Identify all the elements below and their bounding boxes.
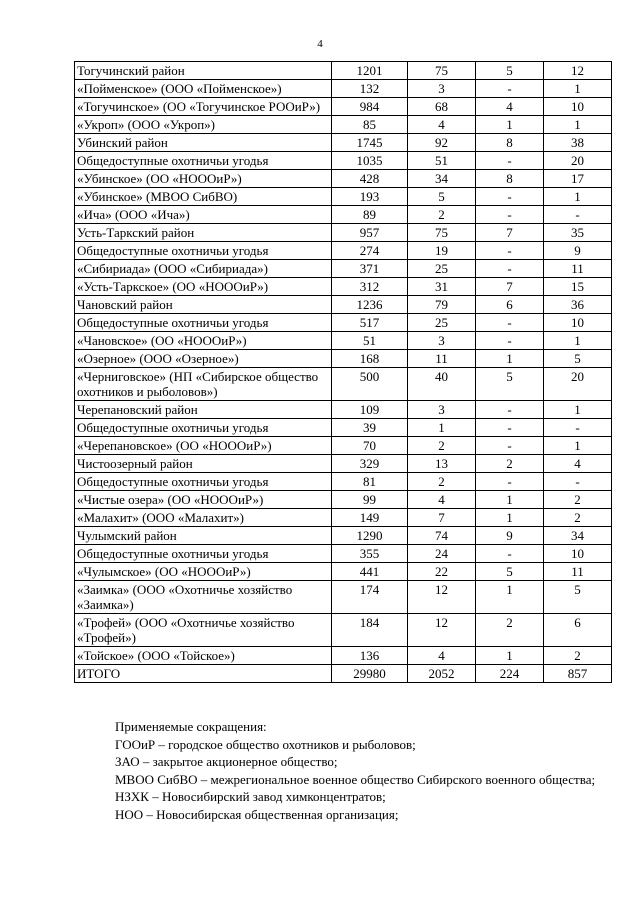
row-value-cell: 12 — [408, 581, 476, 614]
table-row — [75, 242, 612, 260]
row-value-cell: 20 — [544, 368, 612, 401]
abbreviations-section — [74, 718, 611, 823]
row-name-cell: «Чановское» (ОО «НОООиР») — [75, 332, 332, 350]
row-name-cell: «Сибириада» (ООО «Сибириада») — [75, 260, 332, 278]
abbreviation-line: НОО – Новосибирская общественная организация; — [115, 806, 399, 822]
table-row — [75, 188, 612, 206]
row-value-cell: - — [476, 206, 544, 224]
row-name-cell: «Чистые озера» (ОО «НОООиР») — [75, 491, 332, 509]
row-value-cell: 11 — [544, 260, 612, 278]
row-value-cell: 11 — [544, 563, 612, 581]
row-value-cell: 5 — [544, 581, 612, 614]
row-value-cell: 3 — [408, 332, 476, 350]
row-value-cell: 329 — [332, 455, 408, 473]
row-name-cell: «Усть-Таркское» (ОО «НОООиР») — [75, 278, 332, 296]
table-row — [75, 134, 612, 152]
row-value-cell: 5 — [544, 350, 612, 368]
row-name-cell: Общедоступные охотничьи угодья — [75, 152, 332, 170]
row-name-cell: «Тогучинское» (ОО «Тогучинское РООиР») — [75, 98, 332, 116]
row-value-cell: 34 — [408, 170, 476, 188]
row-name-cell: «Малахит» (ООО «Малахит») — [75, 509, 332, 527]
row-value-cell: 31 — [408, 278, 476, 296]
table-row — [75, 581, 612, 614]
row-name-cell: «Чулымское» (ОО «НОООиР») — [75, 563, 332, 581]
row-value-cell: 2 — [544, 647, 612, 665]
row-value-cell: 7 — [476, 224, 544, 242]
row-value-cell: 9 — [544, 242, 612, 260]
row-value-cell: - — [544, 473, 612, 491]
row-value-cell: 4 — [408, 116, 476, 134]
row-value-cell: 39 — [332, 419, 408, 437]
row-value-cell: 184 — [332, 614, 408, 647]
row-value-cell: 5 — [476, 368, 544, 401]
row-name-cell: «Ича» (ООО «Ича») — [75, 206, 332, 224]
abbreviations-heading: Применяемые сокращения: — [115, 719, 267, 734]
row-name-cell: Общедоступные охотничьи угодья — [75, 419, 332, 437]
row-value-cell: 79 — [408, 296, 476, 314]
table-row — [75, 98, 612, 116]
row-value-cell: 1 — [544, 437, 612, 455]
row-name-cell: Общедоступные охотничьи угодья — [75, 473, 332, 491]
row-value-cell: - — [476, 80, 544, 98]
abbreviation-line: ГООиР – городское общество охотников и рыболовов; — [115, 736, 416, 752]
row-value-cell: 149 — [332, 509, 408, 527]
row-value-cell: - — [476, 419, 544, 437]
table-row — [75, 332, 612, 350]
row-value-cell: 2 — [408, 437, 476, 455]
row-value-cell: 5 — [476, 62, 544, 80]
row-value-cell: 25 — [408, 260, 476, 278]
table-row — [75, 368, 612, 401]
row-value-cell: 1745 — [332, 134, 408, 152]
row-value-cell: 5 — [476, 563, 544, 581]
abbreviation-line: ЗАО – закрытое акционерное общество; — [115, 754, 338, 769]
row-value-cell: 2 — [408, 206, 476, 224]
row-value-cell: 29980 — [332, 665, 408, 683]
row-value-cell: 2 — [544, 509, 612, 527]
row-value-cell: 4 — [544, 455, 612, 473]
row-value-cell: 441 — [332, 563, 408, 581]
row-value-cell: - — [476, 401, 544, 419]
row-value-cell: 4 — [408, 491, 476, 509]
row-name-cell: Тогучинский район — [75, 62, 332, 80]
row-value-cell: 1 — [544, 332, 612, 350]
table-row — [75, 437, 612, 455]
row-name-cell: «Убинское» (МВОО СибВО) — [75, 188, 332, 206]
row-value-cell: 10 — [544, 98, 612, 116]
row-name-cell: «Озерное» (ООО «Озерное») — [75, 350, 332, 368]
row-value-cell: 12 — [408, 614, 476, 647]
row-value-cell: 224 — [476, 665, 544, 683]
row-value-cell: 168 — [332, 350, 408, 368]
row-value-cell: 35 — [544, 224, 612, 242]
row-value-cell: 1 — [408, 419, 476, 437]
row-value-cell: 2 — [476, 455, 544, 473]
table-row — [75, 545, 612, 563]
row-value-cell: 857 — [544, 665, 612, 683]
row-name-cell: «Черниговское» (НП «Сибирское общество охотников и рыболовов») — [75, 368, 332, 401]
row-name-cell: Общедоступные охотничьи угодья — [75, 242, 332, 260]
row-name-cell: Общедоступные охотничьи угодья — [75, 314, 332, 332]
row-value-cell: 109 — [332, 401, 408, 419]
row-value-cell: 92 — [408, 134, 476, 152]
row-value-cell: 75 — [408, 224, 476, 242]
table-row — [75, 62, 612, 80]
row-value-cell: - — [476, 332, 544, 350]
row-value-cell: 9 — [476, 527, 544, 545]
table-row — [75, 614, 612, 647]
row-name-cell: ИТОГО — [75, 665, 332, 683]
row-value-cell: 3 — [408, 80, 476, 98]
row-value-cell: 4 — [408, 647, 476, 665]
hunting-grounds-table — [74, 61, 612, 683]
row-name-cell: «Трофей» (ООО «Охотничье хозяйство «Трофей») — [75, 614, 332, 647]
row-value-cell: 1 — [476, 581, 544, 614]
row-value-cell: 193 — [332, 188, 408, 206]
table-row — [75, 296, 612, 314]
row-value-cell: 1290 — [332, 527, 408, 545]
row-value-cell: 11 — [408, 350, 476, 368]
row-value-cell: 74 — [408, 527, 476, 545]
row-name-cell: «Тойское» (ООО «Тойское») — [75, 647, 332, 665]
row-value-cell: 3 — [408, 401, 476, 419]
row-value-cell: 51 — [408, 152, 476, 170]
row-value-cell: 1 — [544, 80, 612, 98]
row-value-cell: 1 — [544, 401, 612, 419]
row-value-cell: 19 — [408, 242, 476, 260]
table-body — [75, 62, 612, 683]
table-row — [75, 314, 612, 332]
table-row — [75, 665, 612, 683]
table-row — [75, 260, 612, 278]
row-value-cell: 17 — [544, 170, 612, 188]
row-value-cell: 5 — [408, 188, 476, 206]
row-value-cell: 22 — [408, 563, 476, 581]
row-value-cell: 132 — [332, 80, 408, 98]
table-row — [75, 170, 612, 188]
row-value-cell: 1201 — [332, 62, 408, 80]
abbreviation-line: МВОО СибВО – межрегиональное военное общество Сибирского военного общества; — [115, 771, 596, 787]
table-row — [75, 419, 612, 437]
row-value-cell: 24 — [408, 545, 476, 563]
row-value-cell: 1 — [544, 188, 612, 206]
row-value-cell: - — [544, 206, 612, 224]
row-value-cell: 174 — [332, 581, 408, 614]
row-name-cell: Чановский район — [75, 296, 332, 314]
row-value-cell: 6 — [544, 614, 612, 647]
row-value-cell: 1 — [544, 116, 612, 134]
row-value-cell: - — [476, 437, 544, 455]
row-name-cell: Чистоозерный район — [75, 455, 332, 473]
table-row — [75, 647, 612, 665]
row-value-cell: 38 — [544, 134, 612, 152]
row-value-cell: 12 — [544, 62, 612, 80]
table-row — [75, 80, 612, 98]
page-number: 4 — [317, 38, 323, 50]
row-value-cell: - — [476, 545, 544, 563]
row-value-cell: 1035 — [332, 152, 408, 170]
row-value-cell: 1 — [476, 116, 544, 134]
row-value-cell: 85 — [332, 116, 408, 134]
row-value-cell: - — [476, 152, 544, 170]
row-value-cell: 312 — [332, 278, 408, 296]
row-value-cell: 4 — [476, 98, 544, 116]
row-value-cell: 2 — [476, 614, 544, 647]
row-value-cell: - — [476, 188, 544, 206]
row-value-cell: 7 — [476, 278, 544, 296]
row-value-cell: 984 — [332, 98, 408, 116]
row-name-cell: Убинский район — [75, 134, 332, 152]
row-value-cell: - — [476, 314, 544, 332]
row-value-cell: 70 — [332, 437, 408, 455]
row-name-cell: Черепановский район — [75, 401, 332, 419]
row-name-cell: «Укроп» (ООО «Укроп») — [75, 116, 332, 134]
row-value-cell: 136 — [332, 647, 408, 665]
row-value-cell: 81 — [332, 473, 408, 491]
table-row — [75, 206, 612, 224]
table-row — [75, 527, 612, 545]
row-value-cell: 500 — [332, 368, 408, 401]
row-value-cell: 1 — [476, 491, 544, 509]
row-value-cell: 15 — [544, 278, 612, 296]
row-value-cell: 371 — [332, 260, 408, 278]
row-name-cell: Усть-Таркский район — [75, 224, 332, 242]
row-name-cell: «Черепановское» (ОО «НОООиР») — [75, 437, 332, 455]
row-value-cell: 2052 — [408, 665, 476, 683]
row-value-cell: 1 — [476, 509, 544, 527]
row-value-cell: 8 — [476, 134, 544, 152]
row-value-cell: 20 — [544, 152, 612, 170]
row-name-cell: Чулымский район — [75, 527, 332, 545]
row-value-cell: 25 — [408, 314, 476, 332]
row-name-cell: Общедоступные охотничьи угодья — [75, 545, 332, 563]
row-value-cell: 2 — [544, 491, 612, 509]
row-name-cell: «Заимка» (ООО «Охотничье хозяйство «Заимка») — [75, 581, 332, 614]
table-row — [75, 473, 612, 491]
row-value-cell: 99 — [332, 491, 408, 509]
row-value-cell: 517 — [332, 314, 408, 332]
table-row — [75, 350, 612, 368]
row-value-cell: - — [476, 242, 544, 260]
table-row — [75, 401, 612, 419]
row-value-cell: 40 — [408, 368, 476, 401]
row-value-cell: 51 — [332, 332, 408, 350]
row-value-cell: 34 — [544, 527, 612, 545]
table-row — [75, 278, 612, 296]
row-value-cell: 89 — [332, 206, 408, 224]
row-value-cell: 1 — [476, 647, 544, 665]
row-value-cell: 13 — [408, 455, 476, 473]
row-value-cell: 1236 — [332, 296, 408, 314]
table-row — [75, 455, 612, 473]
row-value-cell: 75 — [408, 62, 476, 80]
abbreviation-line: НЗХК – Новосибирский завод химконцентратов; — [115, 789, 386, 804]
row-value-cell: 1 — [476, 350, 544, 368]
row-name-cell: «Убинское» (ОО «НОООиР») — [75, 170, 332, 188]
row-value-cell: 36 — [544, 296, 612, 314]
row-value-cell: 8 — [476, 170, 544, 188]
row-value-cell: 68 — [408, 98, 476, 116]
row-value-cell: 2 — [408, 473, 476, 491]
table-row — [75, 491, 612, 509]
row-value-cell: 7 — [408, 509, 476, 527]
table-row — [75, 224, 612, 242]
row-value-cell: 6 — [476, 296, 544, 314]
row-name-cell: «Пойменское» (ООО «Пойменское») — [75, 80, 332, 98]
row-value-cell: 428 — [332, 170, 408, 188]
table-row — [75, 116, 612, 134]
table-row — [75, 152, 612, 170]
row-value-cell: 355 — [332, 545, 408, 563]
row-value-cell: 274 — [332, 242, 408, 260]
row-value-cell: 957 — [332, 224, 408, 242]
row-value-cell: - — [476, 473, 544, 491]
row-value-cell: - — [476, 260, 544, 278]
table-row — [75, 509, 612, 527]
table-row — [75, 563, 612, 581]
row-value-cell: - — [544, 419, 612, 437]
row-value-cell: 10 — [544, 314, 612, 332]
row-value-cell: 10 — [544, 545, 612, 563]
